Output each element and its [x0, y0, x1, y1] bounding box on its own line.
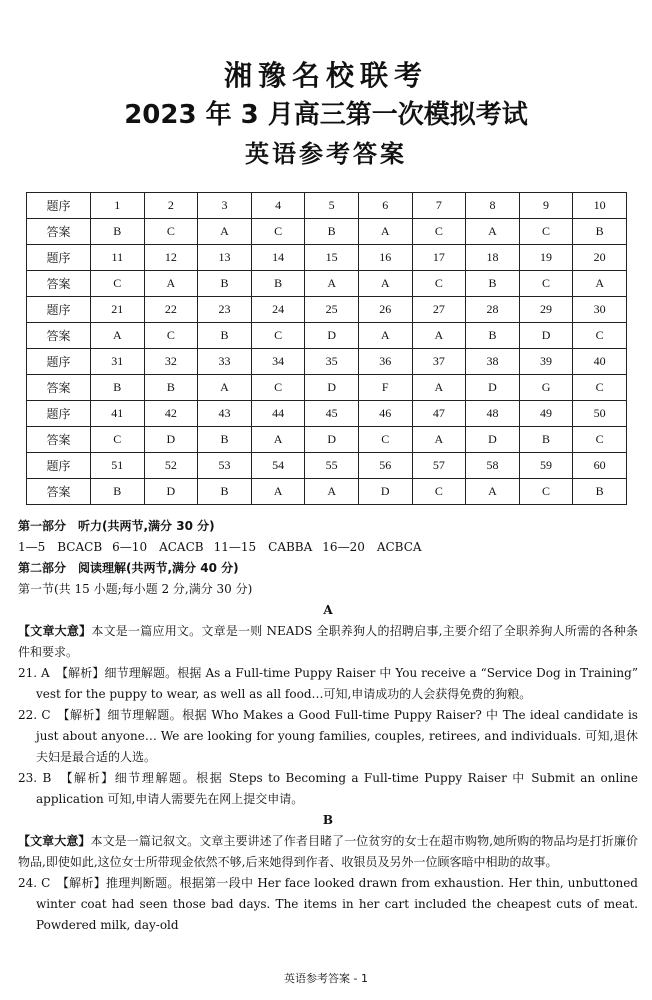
answer-cell: B — [198, 427, 252, 453]
answer-cell: B — [198, 479, 252, 505]
question-number-cell: 16 — [358, 245, 412, 271]
listening-answers-1: 1—5 BCACB — [18, 540, 103, 554]
question-number-row — [27, 401, 627, 427]
question-number-cell: 37 — [412, 349, 466, 375]
answer-cell: B — [466, 271, 520, 297]
answer-row — [27, 323, 627, 349]
answer-cell: D — [519, 323, 573, 349]
answer-cell: A — [466, 219, 520, 245]
school-union-title: 湘豫名校联考 — [223, 59, 428, 92]
answer-cell: D — [144, 479, 198, 505]
question-number-cell: 25 — [305, 297, 359, 323]
answer-cell: A — [251, 479, 305, 505]
question-number-cell: 32 — [144, 349, 198, 375]
answer-cell: A — [91, 323, 145, 349]
question-number-cell: 36 — [358, 349, 412, 375]
answer-cell: D — [144, 427, 198, 453]
question-number-cell: 53 — [198, 453, 252, 479]
answer-cell: C — [144, 219, 198, 245]
answer-cell: A — [144, 271, 198, 297]
question-number-cell: 19 — [519, 245, 573, 271]
answer-cell: G — [519, 375, 573, 401]
answer-cell: B — [91, 479, 145, 505]
answer-cell: A — [198, 219, 252, 245]
answer-label-cell: 答案 — [27, 479, 91, 505]
question-number-cell: 38 — [466, 349, 520, 375]
answer-cell: A — [305, 271, 359, 297]
question-number-cell: 47 — [412, 401, 466, 427]
answer-label-cell: 答案 — [27, 219, 91, 245]
question-number-cell: 55 — [305, 453, 359, 479]
answer-cell: C — [91, 427, 145, 453]
question-number-cell: 42 — [144, 401, 198, 427]
answer-cell: A — [358, 219, 412, 245]
answer-cell: A — [358, 323, 412, 349]
question-number-cell: 24 — [251, 297, 305, 323]
question-number-cell: 56 — [358, 453, 412, 479]
question-number-row — [27, 453, 627, 479]
answer-cell: B — [251, 271, 305, 297]
question-number-cell: 13 — [198, 245, 252, 271]
answer-cell: C — [91, 271, 145, 297]
question-number-cell: 15 — [305, 245, 359, 271]
listening-answers-4: 16—20 ACBCA — [322, 540, 422, 554]
question-label-cell: 题序 — [27, 401, 91, 427]
answer-cell: A — [412, 427, 466, 453]
answer-cell: B — [466, 323, 520, 349]
question-number-cell: 40 — [573, 349, 627, 375]
question-number-cell: 12 — [144, 245, 198, 271]
part1-title: 第一部分 听力(共两节,满分 30 分) — [18, 519, 215, 533]
question-number-cell: 60 — [573, 453, 627, 479]
summary-tag: 【文章大意】 — [18, 624, 92, 638]
question-number-cell: 54 — [251, 453, 305, 479]
explanations — [18, 516, 638, 936]
answer-cell: C — [573, 323, 627, 349]
question-number-cell: 22 — [144, 297, 198, 323]
page-footer: 英语参考答案 - 1 — [284, 972, 368, 985]
explanation-22: 22. C 【解析】细节理解题。根据 Who Makes a Good Full-time Puppy Raiser? 中 The ideal candidate is just about anyone… We are looking for young families, couples, retirees, and individuals. 可知,退休夫妇是最合适的人选。 — [18, 708, 638, 764]
answer-label-cell: 答案 — [27, 323, 91, 349]
answer-cell: C — [519, 271, 573, 297]
answer-cell: B — [573, 479, 627, 505]
question-number-cell: 3 — [198, 193, 252, 219]
question-number-cell: 29 — [519, 297, 573, 323]
answer-cell: B — [198, 271, 252, 297]
answer-cell: D — [466, 427, 520, 453]
header — [0, 58, 652, 172]
question-number-cell: 2 — [144, 193, 198, 219]
question-number-cell: 20 — [573, 245, 627, 271]
answer-cell: D — [305, 427, 359, 453]
question-number-cell: 30 — [573, 297, 627, 323]
question-number-cell: 5 — [305, 193, 359, 219]
explanation-23: 23. B 【解析】细节理解题。根据 Steps to Becoming a Full-time Puppy Raiser 中 Submit an online application 可知,申请人需要先在网上提交申请。 — [18, 771, 638, 806]
answer-row — [27, 427, 627, 453]
question-number-cell: 46 — [358, 401, 412, 427]
answer-table — [26, 192, 627, 505]
question-number-cell: 7 — [412, 193, 466, 219]
question-number-cell: 48 — [466, 401, 520, 427]
exam-title: 2023 年 3 月高三第一次模拟考试 — [124, 100, 528, 130]
answer-cell: C — [519, 219, 573, 245]
question-number-cell: 6 — [358, 193, 412, 219]
answer-cell: A — [305, 479, 359, 505]
question-number-cell: 50 — [573, 401, 627, 427]
question-number-cell: 11 — [91, 245, 145, 271]
question-label-cell: 题序 — [27, 193, 91, 219]
question-label-cell: 题序 — [27, 297, 91, 323]
answer-cell: A — [412, 323, 466, 349]
part1-answers — [18, 537, 638, 558]
answer-cell: A — [412, 375, 466, 401]
answer-label-cell: 答案 — [27, 427, 91, 453]
question-number-row — [27, 297, 627, 323]
summary-tag: 【文章大意】 — [18, 834, 91, 848]
answer-label-cell: 答案 — [27, 271, 91, 297]
answer-cell: C — [251, 375, 305, 401]
answer-cell: C — [573, 427, 627, 453]
question-number-cell: 58 — [466, 453, 520, 479]
question-number-cell: 10 — [573, 193, 627, 219]
question-number-cell: 4 — [251, 193, 305, 219]
question-number-cell: 14 — [251, 245, 305, 271]
explanation-21: 21. A 【解析】细节理解题。根据 As a Full-time Puppy Raiser 中 You receive a “Service Dog in Training” vest for the puppy to wear, as well as all food…可知,申请成功的人会获得免费的狗粮。 — [18, 666, 638, 701]
question-number-cell: 33 — [198, 349, 252, 375]
answer-cell: B — [91, 375, 145, 401]
question-number-cell: 34 — [251, 349, 305, 375]
answer-cell: C — [358, 427, 412, 453]
answer-cell: B — [305, 219, 359, 245]
question-number-cell: 44 — [251, 401, 305, 427]
question-number-cell: 8 — [466, 193, 520, 219]
answer-cell: B — [198, 323, 252, 349]
answer-label-cell: 答案 — [27, 375, 91, 401]
answer-cell: C — [519, 479, 573, 505]
answer-cell: C — [251, 219, 305, 245]
question-number-cell: 31 — [91, 349, 145, 375]
question-number-cell: 9 — [519, 193, 573, 219]
question-label-cell: 题序 — [27, 349, 91, 375]
question-number-cell: 23 — [198, 297, 252, 323]
question-number-row — [27, 245, 627, 271]
answer-cell: B — [573, 219, 627, 245]
question-number-cell: 57 — [412, 453, 466, 479]
answer-cell: B — [144, 375, 198, 401]
passage-b-label: B — [322, 813, 334, 827]
question-number-row — [27, 349, 627, 375]
answer-cell: C — [412, 219, 466, 245]
answer-cell: D — [466, 375, 520, 401]
part2-title: 第二部分 阅读理解(共两节,满分 40 分) — [18, 561, 239, 575]
question-number-row — [27, 193, 627, 219]
question-number-cell: 35 — [305, 349, 359, 375]
listening-answers-3: 11—15 CABBA — [213, 540, 313, 554]
question-number-cell: 49 — [519, 401, 573, 427]
answer-cell: D — [305, 323, 359, 349]
answer-cell: A — [198, 375, 252, 401]
explanation-24: 24. C 【解析】推理判断题。根据第一段中 Her face looked drawn from exhaustion. Her thin, unbuttoned winter coat had seen those bad days. The items in her cart included the cheapest cuts of meat. Powdered milk, day-old — [18, 876, 638, 932]
answer-row — [27, 219, 627, 245]
answer-cell: C — [573, 375, 627, 401]
listening-answers-2: 6—10 ACACB — [112, 540, 204, 554]
passage-b-summary: 【文章大意】本文是一篇记叙文。文章主要讲述了作者目睹了一位贫穷的女士在超市购物,她所购的物品均是打折廉价物品,即使如此,这位女士所带现金依然不够,后来她得到作者、收银员及另外一位顾客暗中相助的故事。 — [18, 834, 638, 869]
question-label-cell: 题序 — [27, 453, 91, 479]
answer-row — [27, 271, 627, 297]
question-number-cell: 59 — [519, 453, 573, 479]
question-number-cell: 27 — [412, 297, 466, 323]
answer-cell: A — [466, 479, 520, 505]
answer-cell: D — [305, 375, 359, 401]
section1-title: 第一节(共 15 小题;每小题 2 分,满分 30 分) — [18, 582, 253, 596]
answer-key-title: 英语参考答案 — [245, 140, 407, 168]
question-number-cell: 21 — [91, 297, 145, 323]
passage-a-label: A — [323, 603, 333, 617]
question-number-cell: 1 — [91, 193, 145, 219]
answer-cell: B — [91, 219, 145, 245]
question-number-cell: 39 — [519, 349, 573, 375]
answer-cell: C — [412, 479, 466, 505]
answer-cell: A — [573, 271, 627, 297]
answer-cell: A — [251, 427, 305, 453]
answer-cell: C — [251, 323, 305, 349]
question-number-cell: 41 — [91, 401, 145, 427]
passage-a-summary: 【文章大意】本文是一篇应用文。文章是一则 NEADS 全职养狗人的招聘启事,主要介绍了全职养狗人所需的各种条件和要求。 — [18, 624, 638, 659]
answer-cell: A — [358, 271, 412, 297]
answer-cell: B — [519, 427, 573, 453]
question-number-cell: 52 — [144, 453, 198, 479]
answer-cell: F — [358, 375, 412, 401]
answer-row — [27, 479, 627, 505]
question-number-cell: 28 — [466, 297, 520, 323]
answer-cell: C — [412, 271, 466, 297]
question-number-cell: 45 — [305, 401, 359, 427]
question-number-cell: 43 — [198, 401, 252, 427]
question-number-cell: 51 — [91, 453, 145, 479]
question-number-cell: 18 — [466, 245, 520, 271]
question-number-cell: 26 — [358, 297, 412, 323]
answer-cell: D — [358, 479, 412, 505]
answer-row — [27, 375, 627, 401]
question-label-cell: 题序 — [27, 245, 91, 271]
answer-cell: C — [144, 323, 198, 349]
question-number-cell: 17 — [412, 245, 466, 271]
